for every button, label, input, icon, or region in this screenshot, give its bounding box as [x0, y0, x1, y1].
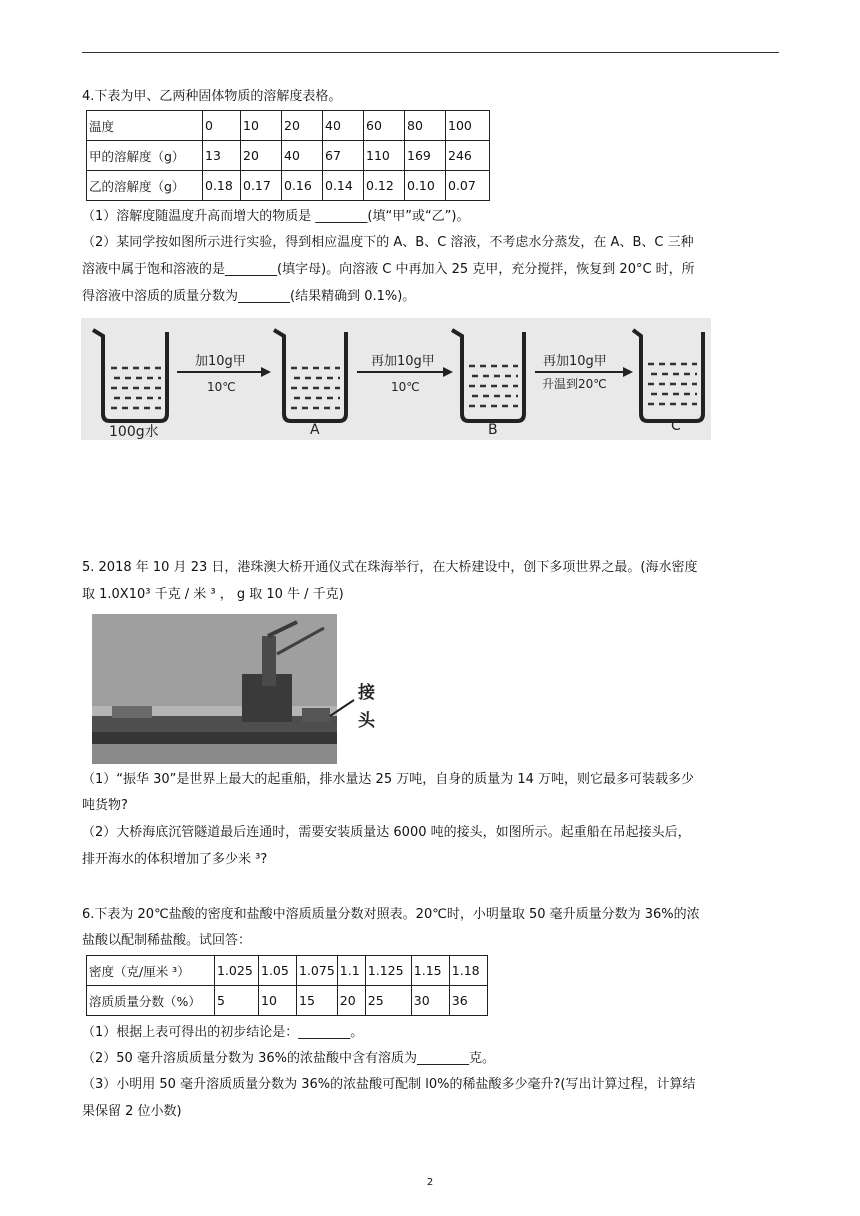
table-row — [87, 171, 490, 201]
table-cell: 10 — [241, 111, 282, 141]
table-cell: 1.075 — [297, 956, 338, 986]
q4-part2-line2: 溶液中属于饱和溶液的是________(填字母)。向溶液 C 中再加入 25 克甲，充分搅拌，恢复到 20°C 时，所 — [82, 262, 695, 277]
table-cell: 1.125 — [365, 956, 411, 986]
table-cell: 0.14 — [323, 171, 364, 201]
table-cell: 5 — [215, 986, 259, 1016]
q4-part2-line3: 得溶液中溶质的质量分数为________(结果精确到 0.1%)。 — [82, 289, 416, 304]
q6-part1: （1）根据上表可得出的初步结论是：________。 — [82, 1025, 364, 1040]
step1-top-label: 加10g甲 — [195, 354, 246, 369]
table-row — [87, 956, 488, 986]
table-cell: 110 — [364, 141, 405, 171]
q5-part2-line2: 排开海水的体积增加了多少米 ³? — [82, 852, 268, 867]
table-cell: 溶质质量分数（%） — [87, 986, 215, 1016]
q6-part3-line1: （3）小明用 50 毫升溶质质量分数为 36%的浓盐酸可配制 l0%的稀盐酸多少毫升?(写出计算过程，计算结 — [82, 1077, 696, 1092]
q5-part1-line2: 吨货物? — [82, 798, 128, 813]
table-cell: 100 — [446, 111, 490, 141]
q6-part3-line2: 果保留 2 位小数) — [82, 1104, 182, 1119]
table-cell: 40 — [323, 111, 364, 141]
header-rule — [82, 52, 779, 53]
table-cell: 甲的溶解度（g） — [87, 141, 203, 171]
table-cell: 1.1 — [337, 956, 365, 986]
table-cell: 13 — [203, 141, 241, 171]
q6-part2: （2）50 毫升溶质质量分数为 36%的浓盐酸中含有溶质为________克。 — [82, 1051, 495, 1066]
table-cell: 169 — [405, 141, 446, 171]
q4-solubility-table — [86, 110, 490, 201]
page-number: 2 — [426, 1177, 434, 1188]
q6-line1: 6.下表为 20℃盐酸的密度和盐酸中溶质质量分数对照表。20℃时，小明量取 50 毫升质量分数为 36%的浓 — [82, 907, 700, 922]
table-cell: 80 — [405, 111, 446, 141]
q5-line1: 5. 2018 年 10 月 23 日，港珠澳大桥开通仪式在珠海举行，在大桥建设中，创下多项世界之最。(海水密度 — [82, 560, 698, 575]
step1-bottom-label: 10℃ — [207, 380, 236, 394]
step3-bottom-label: 升温到20℃ — [542, 377, 607, 391]
step3-top-label: 再加10g甲 — [543, 354, 607, 369]
beaker-label-b: B — [488, 422, 498, 438]
q4-part1: （1）溶解度随温度升高而增大的物质是 ________(填“甲”或“乙”)。 — [82, 209, 470, 224]
table-cell: 0.16 — [282, 171, 323, 201]
table-cell: 0.10 — [405, 171, 446, 201]
table-cell: 乙的溶解度（g） — [87, 171, 203, 201]
table-cell: 20 — [337, 986, 365, 1016]
step2-top-label: 再加10g甲 — [371, 354, 435, 369]
table-cell: 60 — [364, 111, 405, 141]
q4-part2-line1: （2）某同学按如图所示进行实验，得到相应温度下的 A、B、C 溶液，不考虑水分蒸发，在 A、B、C 三种 — [82, 235, 694, 250]
q4-title: 4.下表为甲、乙两种固体物质的溶解度表格。 — [82, 89, 342, 104]
table-cell: 36 — [449, 986, 487, 1016]
crane-ship-photo — [92, 614, 390, 764]
table-cell: 0.18 — [203, 171, 241, 201]
table-cell: 1.025 — [215, 956, 259, 986]
table-row — [87, 111, 490, 141]
table-row — [87, 141, 490, 171]
q6-density-table — [86, 955, 488, 1016]
table-cell: 20 — [241, 141, 282, 171]
table-cell: 1.18 — [449, 956, 487, 986]
beaker-start-label: 100g水 — [109, 424, 159, 440]
table-cell: 0.17 — [241, 171, 282, 201]
table-cell: 67 — [323, 141, 364, 171]
table-cell: 温度 — [87, 111, 203, 141]
q5-line2: 取 1.0X10³ 千克 / 米 ³ ， g 取 10 牛 / 千克) — [82, 587, 344, 602]
table-cell: 密度（克/厘米 ³） — [87, 956, 215, 986]
table-cell: 0 — [203, 111, 241, 141]
table-cell: 1.05 — [259, 956, 297, 986]
table-cell: 10 — [259, 986, 297, 1016]
beaker-label-a: A — [310, 422, 320, 438]
table-cell: 25 — [365, 986, 411, 1016]
table-cell: 20 — [282, 111, 323, 141]
joint-label-char: 头 — [358, 711, 375, 731]
q6-line2: 盐酸以配制稀盐酸。试回答： — [82, 933, 252, 948]
table-cell: 15 — [297, 986, 338, 1016]
table-cell: 0.12 — [364, 171, 405, 201]
table-cell: 1.15 — [411, 956, 449, 986]
beaker-label-c: C — [671, 418, 681, 434]
table-cell: 30 — [411, 986, 449, 1016]
table-cell: 246 — [446, 141, 490, 171]
step2-bottom-label: 10℃ — [391, 380, 420, 394]
q5-part2-line1: （2）大桥海底沉管隧道最后连通时，需要安装质量达 6000 吨的接头，如图所示。起重船在吊起接头后， — [82, 825, 691, 840]
joint-label-char: 接 — [358, 683, 375, 703]
table-cell: 0.07 — [446, 171, 490, 201]
table-row — [87, 986, 488, 1016]
beaker-experiment-figure — [81, 318, 711, 440]
table-cell: 40 — [282, 141, 323, 171]
q5-part1-line1: （1）“振华 30”是世界上最大的起重船，排水量达 25 万吨，自身的质量为 14 万吨，则它最多可装载多少 — [82, 772, 695, 787]
